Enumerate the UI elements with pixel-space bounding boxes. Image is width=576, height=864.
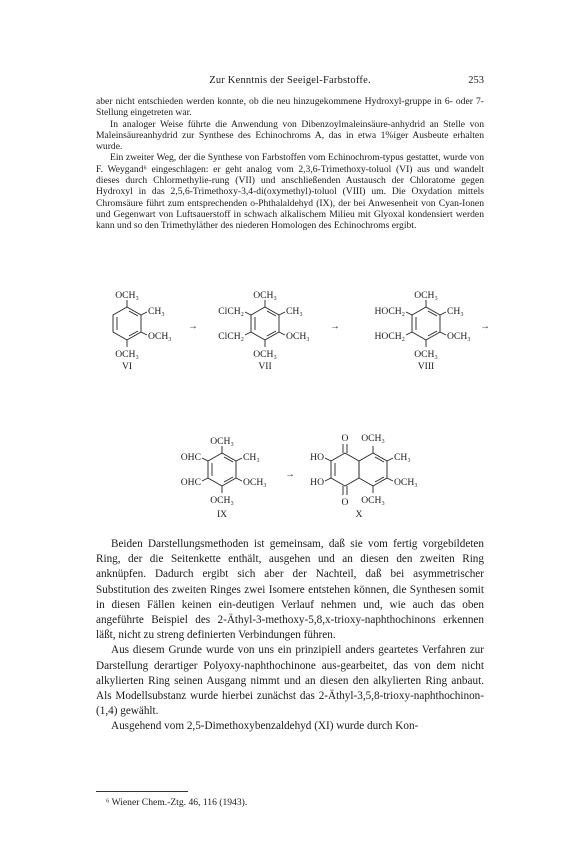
reaction-arrow: → <box>480 321 490 332</box>
x-right-bottom: OCH₃ <box>394 477 418 488</box>
paragraph: aber nicht entschieden werden konnte, ob die neu hinzugekommene Hydroxyl-gruppe in 6- oder 7-Stellung eingetreten war. <box>96 96 484 119</box>
reaction-arrow: → <box>285 469 295 480</box>
x-bottom-substituent: OCH₃ <box>361 495 385 506</box>
ix-bottom-substituent: OCH₃ <box>210 495 234 506</box>
vi-top-substituent: OCH₃ <box>115 290 139 301</box>
vi-bottom-substituent: OCH₃ <box>115 349 139 360</box>
compound-label-x: X <box>355 509 363 520</box>
ix-left-bottom: OHC <box>180 477 201 488</box>
x-top-substituent: OCH₃ <box>361 433 385 444</box>
viii-right-top: CH₃ <box>447 306 464 317</box>
viii-left-top: HOCH₂ <box>374 306 405 317</box>
compound-label-vii: VII <box>258 361 272 372</box>
vii-bottom-substituent: OCH₃ <box>253 349 277 360</box>
vi-right-top: CH₃ <box>148 306 165 317</box>
x-right-top: CH₃ <box>394 452 411 463</box>
viii-left-bottom: HOCH₂ <box>374 331 405 342</box>
vii-right-top: CH₃ <box>286 306 303 317</box>
reaction-arrow: → <box>188 321 198 332</box>
footnote-divider <box>96 791 188 792</box>
ix-right-top: CH₃ <box>243 452 260 463</box>
paragraph: Beiden Darstellungsmethoden ist gemeinsam, daß sie vom fertig vorgebildeten Ring, der die Seitenkette enthält, ausgehen und an diesen den zweiten Ring anknüpfen. Dadurch ergibt sich aber der Nachteil, daß bei asymmetrischer Substitution des zweiten Ringes zwei Isomere entstehen können, die Synthesen somit in diesen Fällen keinen ein-deutigen Verlauf nehmen und, wie auch das oben angeführte Beispiel des 2-Äthyl-3-methoxy-5,8,x-trioxy-naphthochinons erkennen läßt, nicht zu streng definierten Verbindungen führen. <box>96 538 484 642</box>
compound-label-ix: IX <box>216 509 228 520</box>
viii-right-bottom: OCH₃ <box>447 331 471 342</box>
paragraph: Ausgehend vom 2,5-Dimethoxybenzaldehyd (XI) wurde durch Kon- <box>111 720 419 733</box>
vii-top-substituent: OCH₃ <box>253 290 277 301</box>
footnote: ⁶ Wiener Chem.-Ztg. 46, 116 (1943). <box>106 797 248 808</box>
ix-top-substituent: OCH₃ <box>210 436 234 447</box>
vii-left-top: ClCH₂ <box>218 306 244 317</box>
ix-left-top: OHC <box>180 452 201 463</box>
reaction-arrow: → <box>330 321 340 332</box>
compound-label-vi: VI <box>121 361 133 372</box>
x-quinone-top: O <box>341 433 349 444</box>
header-title: Zur Kenntnis der Seeigel-Farbstoffe. <box>209 75 371 86</box>
viii-top-substituent: OCH₃ <box>414 290 438 301</box>
paragraph: In analoger Weise führte die Anwendung von Dibenzoylmaleinsäure-anhydrid an Stelle von Maleinsäureanhydrid zur Synthese des Echinochroms A, das in etwa 1%iger Ausbeute erhalten wurde. <box>96 118 484 153</box>
vii-right-bottom: OCH₃ <box>286 331 310 342</box>
vii-left-bottom: ClCH₂ <box>218 331 244 342</box>
ix-right-bottom: OCH₃ <box>243 477 267 488</box>
x-left-bottom: HO <box>310 477 324 488</box>
vi-right-bottom: OCH₃ <box>148 331 172 342</box>
paragraph: Ein zweiter Weg, der die Synthese von Farbstoffen vom Echinochrom-typus gestattet, wurde von F. Weygand⁶ eingeschlagen: er geht analog vom 2,3,6-Trimethoxy-toluol (VI) aus und wandelt dieses durch Chlormethylie-rung (VII) und anschließenden Austausch der Chloratome gegen Hydroxyl in das 2,5,6-Trimethoxy-3,4-di(oxymethyl)-toluol (VIII) um. Die Oxydation mittels Chromsäure führt zum entsprechenden o-Phthalaldehyd (IX), der bei Anwesenheit von Cyan-Ionen und Gegenwart von Luftsauerstoff in schwach alkalischem Milieu mit Glyoxal kondensiert werden kann und so den Trimethyläther des niederen Homologen des Echinochroms ergibt. <box>96 152 484 232</box>
x-left-top: HO <box>310 452 324 463</box>
paragraph: Aus diesem Grunde wurde von uns ein prinzipiell anders geartetes Verfahren zur Darstellung derartiger Polyoxy-naphthochinone aus-gearbeitet, das von dem nicht alkylierten Ring seinen Ausgang nimmt und an diesen den alkylierten Ring anbaut. Als Modellsubstanz wurde hierbei zunächst das 2-Äthyl-3,5,8-trioxy-naphthochinon-(1,4) gewählt. <box>96 644 484 718</box>
page-number: 253 <box>468 75 484 86</box>
text-block-main <box>96 537 484 735</box>
x-quinone-bottom: O <box>341 497 349 508</box>
viii-bottom-substituent: OCH₃ <box>414 349 438 360</box>
compound-label-viii: VIII <box>417 361 435 372</box>
